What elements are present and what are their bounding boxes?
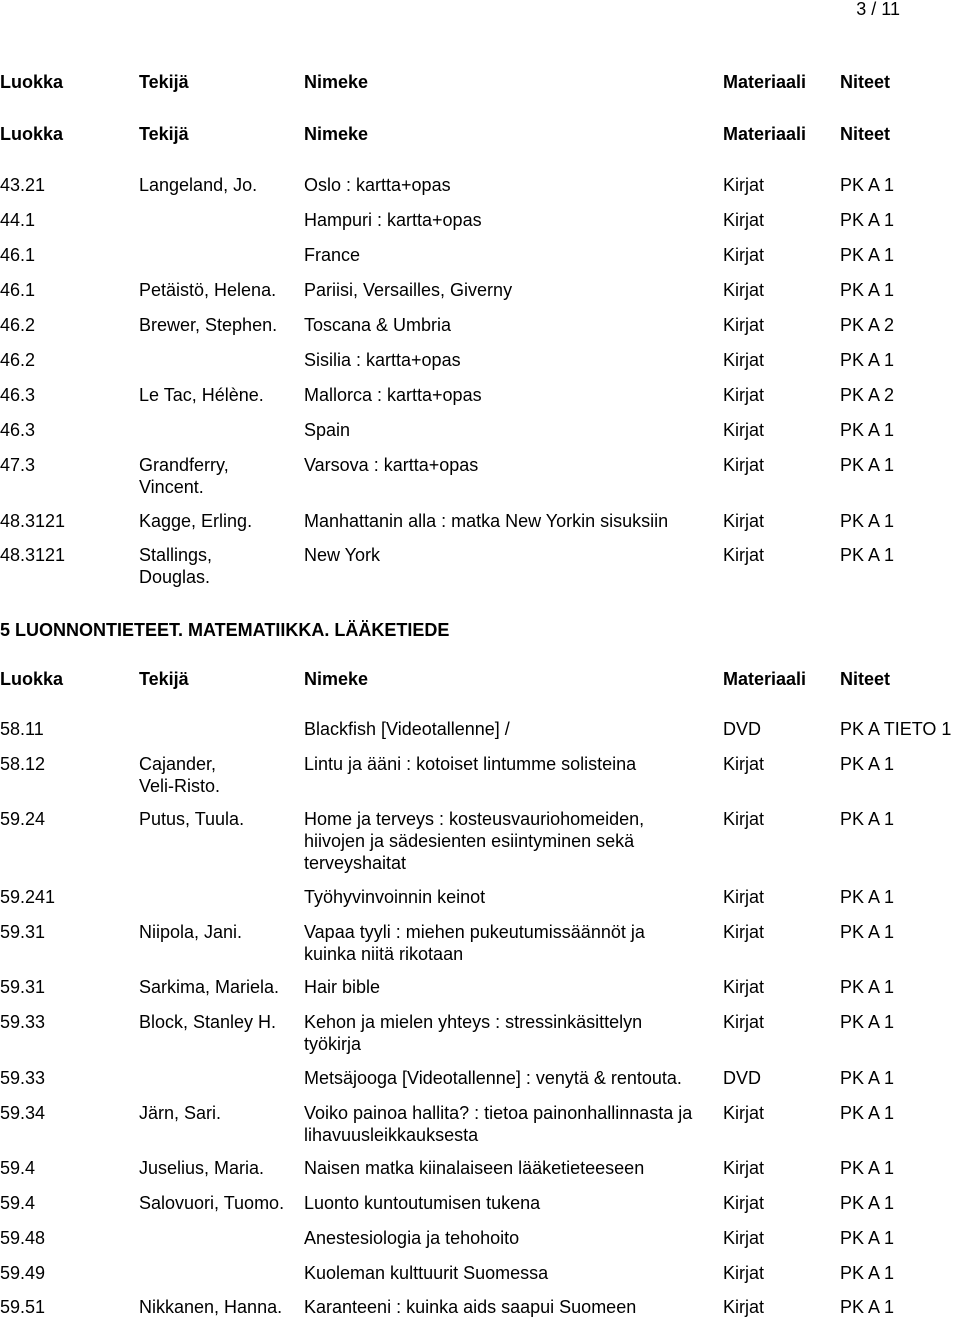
cell-nimeke: Sisilia : kartta+opas xyxy=(304,350,461,370)
cell-niteet: PK A 1 xyxy=(840,1012,895,1032)
cell-materiaali: Kirjat xyxy=(723,280,765,300)
cell-materiaali: Kirjat xyxy=(723,1158,765,1178)
cell-tekija: Nikkanen, Hanna. xyxy=(139,1297,283,1317)
cell-niteet: PK A 1 xyxy=(840,977,895,997)
cell-materiaali: Kirjat xyxy=(723,455,765,475)
cell-luokka: 44.1 xyxy=(0,210,36,230)
cell-niteet: PK A 1 xyxy=(840,1263,895,1283)
cell-nimeke: Karanteeni : kuinka aids saapui Suomeen xyxy=(304,1297,637,1317)
cell-niteet: PK A 1 xyxy=(840,280,895,300)
cell-niteet: PK A 1 xyxy=(840,809,895,829)
cell-tekija: Cajander, Veli-Risto. xyxy=(139,754,221,796)
cell-materiaali: DVD xyxy=(723,719,762,739)
header-materiaali: Materiaali xyxy=(723,669,807,689)
cell-niteet: PK A 1 xyxy=(840,1193,895,1213)
cell-luokka: 46.2 xyxy=(0,350,36,370)
cell-tekija: Putus, Tuula. xyxy=(139,809,245,829)
cell-nimeke: Kuoleman kulttuurit Suomessa xyxy=(304,1263,549,1283)
header-nimeke: Nimeke xyxy=(304,72,369,92)
cell-niteet: PK A 1 xyxy=(840,245,895,265)
cell-materiaali: Kirjat xyxy=(723,420,765,440)
header-niteet: Niteet xyxy=(840,124,891,144)
cell-tekija: Salovuori, Tuomo. xyxy=(139,1193,285,1213)
header-niteet: Niteet xyxy=(840,669,891,689)
cell-tekija: Langeland, Jo. xyxy=(139,175,258,195)
cell-niteet: PK A 1 xyxy=(840,175,895,195)
cell-tekija: Grandferry, Vincent. xyxy=(139,455,229,497)
cell-nimeke: Mallorca : kartta+opas xyxy=(304,385,482,405)
cell-luokka: 59.4 xyxy=(0,1158,36,1178)
cell-nimeke: Varsova : kartta+opas xyxy=(304,455,479,475)
header-materiaali: Materiaali xyxy=(723,72,807,92)
cell-luokka: 59.33 xyxy=(0,1012,46,1032)
column-header-row xyxy=(0,668,960,692)
cell-materiaali: Kirjat xyxy=(723,210,765,230)
cell-nimeke: Hair bible xyxy=(304,977,381,997)
cell-tekija: Block, Stanley H. xyxy=(139,1012,277,1032)
cell-materiaali: Kirjat xyxy=(723,545,765,565)
cell-luokka: 59.49 xyxy=(0,1263,46,1283)
header-luokka: Luokka xyxy=(0,669,64,689)
cell-niteet: PK A 1 xyxy=(840,545,895,565)
cell-materiaali: Kirjat xyxy=(723,175,765,195)
cell-nimeke: Blackfish [Videotallenne] / xyxy=(304,719,510,739)
cell-luokka: 59.34 xyxy=(0,1103,46,1123)
cell-nimeke: Työhyvinvoinnin keinot xyxy=(304,887,486,907)
cell-materiaali: DVD xyxy=(723,1068,762,1088)
cell-luokka: 48.3121 xyxy=(0,511,66,531)
cell-luokka: 59.33 xyxy=(0,1068,46,1088)
cell-nimeke: Manhattanin alla : matka New Yorkin sisuksiin xyxy=(304,511,669,531)
header-materiaali: Materiaali xyxy=(723,124,807,144)
cell-luokka: 59.31 xyxy=(0,977,46,997)
cell-nimeke: Kehon ja mielen yhteys : stressinkäsittelyn työkirja xyxy=(304,1012,643,1054)
cell-nimeke: France xyxy=(304,245,361,265)
cell-materiaali: Kirjat xyxy=(723,511,765,531)
cell-nimeke: Luonto kuntoutumisen tukena xyxy=(304,1193,541,1213)
section-title: 5 LUONNONTIETEET. MATEMATIIKKA. LÄÄKETIEDE xyxy=(0,620,450,640)
header-tekija: Tekijä xyxy=(139,669,189,689)
cell-luokka: 46.3 xyxy=(0,420,36,440)
cell-nimeke: Naisen matka kiinalaiseen lääketieteeseen xyxy=(304,1158,645,1178)
cell-luokka: 59.31 xyxy=(0,922,46,942)
cell-nimeke: Voiko painoa hallita? : tietoa painonhallinnasta ja lihavuusleikkauksesta xyxy=(304,1103,693,1145)
cell-materiaali: Kirjat xyxy=(723,1012,765,1032)
cell-luokka: 46.1 xyxy=(0,280,36,300)
cell-tekija: Juselius, Maria. xyxy=(139,1158,265,1178)
cell-materiaali: Kirjat xyxy=(723,1193,765,1213)
cell-nimeke: Hampuri : kartta+opas xyxy=(304,210,482,230)
cell-tekija: Järn, Sari. xyxy=(139,1103,222,1123)
cell-niteet: PK A 1 xyxy=(840,922,895,942)
header-nimeke: Nimeke xyxy=(304,124,369,144)
cell-luokka: 59.24 xyxy=(0,809,46,829)
cell-nimeke: Metsäjooga [Videotallenne] : venytä & rentouta. xyxy=(304,1068,682,1088)
cell-materiaali: Kirjat xyxy=(723,385,765,405)
cell-materiaali: Kirjat xyxy=(723,1297,765,1317)
cell-niteet: PK A 2 xyxy=(840,315,895,335)
cell-materiaali: Kirjat xyxy=(723,977,765,997)
cell-materiaali: Kirjat xyxy=(723,245,765,265)
column-header-row xyxy=(0,123,960,147)
cell-niteet: PK A 1 xyxy=(840,420,895,440)
cell-materiaali: Kirjat xyxy=(723,1103,765,1123)
cell-nimeke: Pariisi, Versailles, Giverny xyxy=(304,280,513,300)
cell-niteet: PK A 1 xyxy=(840,1297,895,1317)
cell-luokka: 46.1 xyxy=(0,245,36,265)
cell-luokka: 43.21 xyxy=(0,175,46,195)
cell-materiaali: Kirjat xyxy=(723,1228,765,1248)
cell-materiaali: Kirjat xyxy=(723,350,765,370)
cell-luokka: 48.3121 xyxy=(0,545,66,565)
cell-tekija: Brewer, Stephen. xyxy=(139,315,278,335)
cell-tekija: Niipola, Jani. xyxy=(139,922,243,942)
cell-luokka: 46.3 xyxy=(0,385,36,405)
cell-niteet: PK A 1 xyxy=(840,511,895,531)
cell-niteet: PK A 1 xyxy=(840,455,895,475)
cell-nimeke: Spain xyxy=(304,420,351,440)
cell-niteet: PK A 1 xyxy=(840,1228,895,1248)
cell-niteet: PK A TIETO 1 xyxy=(840,719,952,739)
cell-materiaali: Kirjat xyxy=(723,922,765,942)
cell-luokka: 47.3 xyxy=(0,455,36,475)
cell-luokka: 46.2 xyxy=(0,315,36,335)
cell-luokka: 59.51 xyxy=(0,1297,46,1317)
cell-niteet: PK A 1 xyxy=(840,1103,895,1123)
header-niteet: Niteet xyxy=(840,72,891,92)
cell-tekija: Sarkima, Mariela. xyxy=(139,977,280,997)
cell-luokka: 58.12 xyxy=(0,754,46,774)
cell-nimeke: Vapaa tyyli : miehen pukeutumissäännöt ja kuinka niitä rikotaan xyxy=(304,922,645,964)
cell-niteet: PK A 1 xyxy=(840,887,895,907)
cell-materiaali: Kirjat xyxy=(723,809,765,829)
cell-materiaali: Kirjat xyxy=(723,887,765,907)
header-tekija: Tekijä xyxy=(139,72,189,92)
cell-niteet: PK A 1 xyxy=(840,1068,895,1088)
cell-luokka: 59.4 xyxy=(0,1193,36,1213)
cell-luokka: 59.48 xyxy=(0,1228,46,1248)
cell-nimeke: Oslo : kartta+opas xyxy=(304,175,451,195)
cell-nimeke: New York xyxy=(304,545,381,565)
cell-luokka: 59.241 xyxy=(0,887,56,907)
cell-tekija: Kagge, Erling. xyxy=(139,511,253,531)
cell-luokka: 58.11 xyxy=(0,719,44,739)
cell-nimeke: Home ja terveys : kosteusvauriohomeiden, hiivojen ja sädesienten esiintyminen sekä terveyshaitat xyxy=(304,809,645,873)
cell-tekija: Le Tac, Hélène. xyxy=(139,385,264,405)
cell-materiaali: Kirjat xyxy=(723,754,765,774)
cell-tekija: Stallings, Douglas. xyxy=(139,545,213,587)
cell-materiaali: Kirjat xyxy=(723,315,765,335)
header-luokka: Luokka xyxy=(0,124,64,144)
cell-tekija: Petäistö, Helena. xyxy=(139,280,277,300)
header-nimeke: Nimeke xyxy=(304,669,369,689)
cell-materiaali: Kirjat xyxy=(723,1263,765,1283)
cell-niteet: PK A 1 xyxy=(840,754,895,774)
page-number: 3 / 11 xyxy=(856,0,900,19)
cell-nimeke: Toscana & Umbria xyxy=(304,315,452,335)
header-luokka: Luokka xyxy=(0,72,64,92)
cell-niteet: PK A 2 xyxy=(840,385,895,405)
cell-niteet: PK A 1 xyxy=(840,1158,895,1178)
cell-nimeke: Lintu ja ääni : kotoiset lintumme solisteina xyxy=(304,754,637,774)
column-header-row xyxy=(0,71,960,95)
cell-niteet: PK A 1 xyxy=(840,210,895,230)
cell-nimeke: Anestesiologia ja tehohoito xyxy=(304,1228,520,1248)
cell-niteet: PK A 1 xyxy=(840,350,895,370)
header-tekija: Tekijä xyxy=(139,124,189,144)
